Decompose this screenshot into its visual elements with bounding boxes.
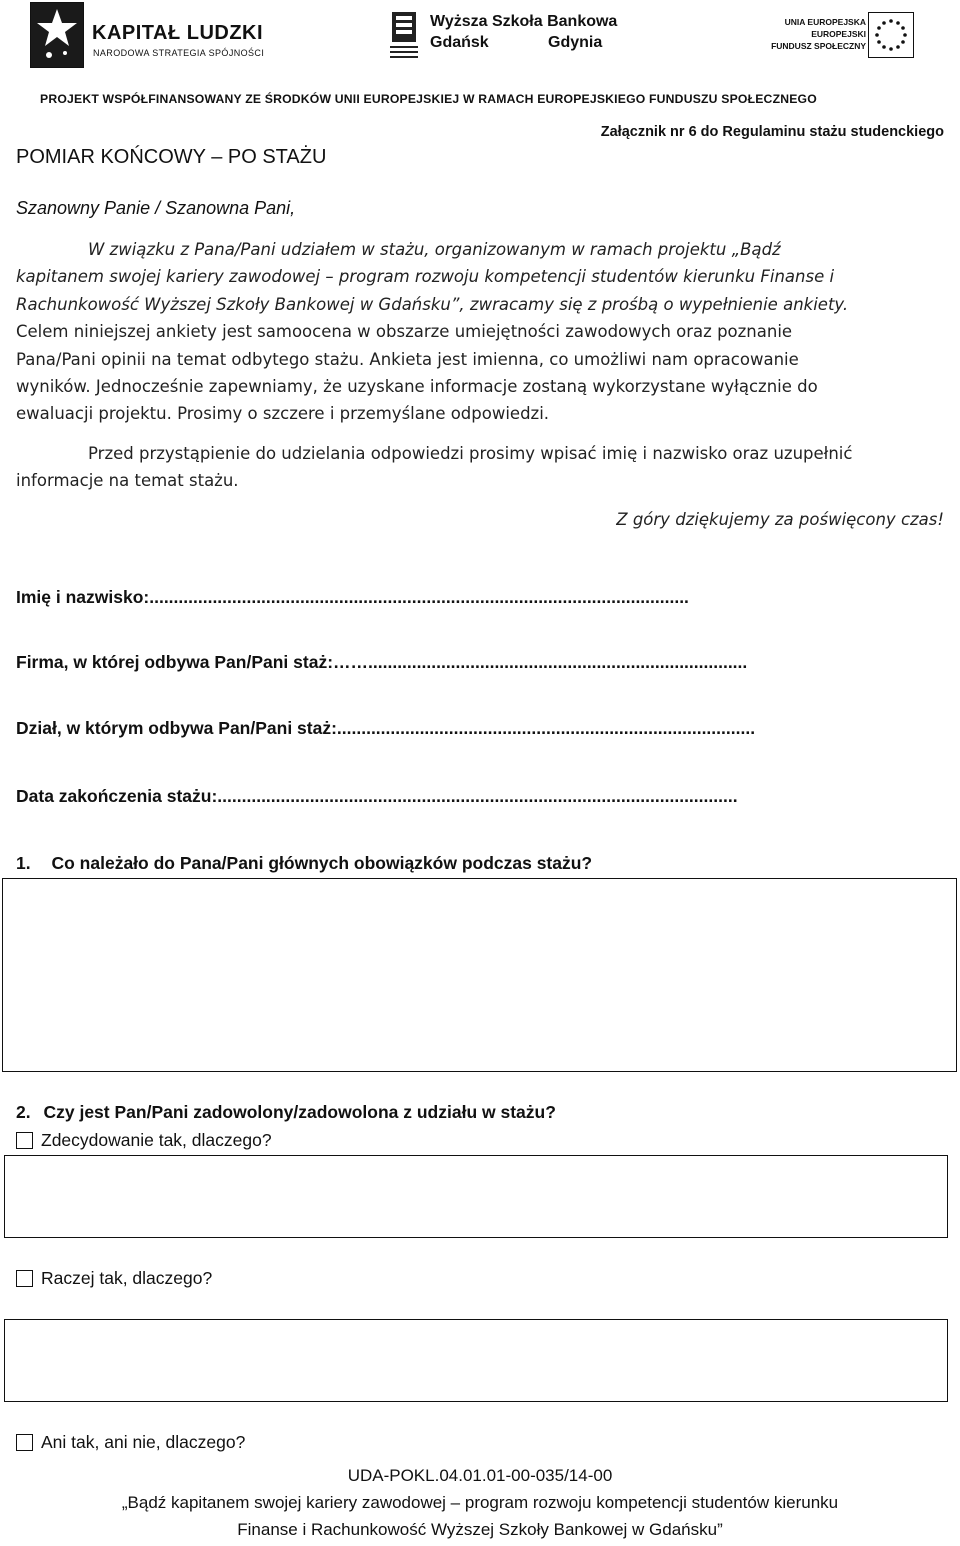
- instruction-paragraph: Przed przystąpienie do udzielania odpowiedzi prosimy wpisać imię i nazwisko oraz uzupełnić informacje na temat stażu.: [16, 444, 853, 491]
- end-date-field[interactable]: Data zakończenia stażu:...........................................................................................................: [16, 786, 738, 806]
- kapital-ludzki-emblem-icon: [30, 2, 84, 68]
- wsb-city-gdynia: Gdynia: [548, 34, 603, 51]
- wsb-logo: [388, 10, 628, 65]
- footer-project-name-line1: „Bądź kapitanem swojej kariery zawodowej – program rozwoju kompetencji studentów kierunku: [121, 1493, 839, 1512]
- checkbox-icon[interactable]: [16, 1132, 33, 1149]
- kapital-ludzki-logo: [30, 2, 270, 72]
- checkbox-icon[interactable]: [16, 1270, 33, 1287]
- greeting: Szanowny Panie / Szanowna Pani,: [16, 198, 296, 218]
- question-2-number: 2.: [16, 1102, 31, 1122]
- option-definitely-yes[interactable]: Zdecydowanie tak, dlaczego?: [16, 1130, 272, 1151]
- cofinancing-banner: PROJEKT WSPÓŁFINANSOWANY ZE ŚRODKÓW UNII EUROPEJSKIEJ W RAMACH EUROPEJSKIEGO FUNDUSZU SPOŁECZNEGO: [40, 92, 817, 106]
- wsb-emblem-icon: [388, 10, 420, 62]
- page-title: POMIAR KOŃCOWY – PO STAŻU: [16, 146, 327, 168]
- footer-project-name-line2: Finanse i Rachunkowość Wyższej Szkoły Bankowej w Gdańsku”: [237, 1520, 723, 1539]
- question-2-text: Czy jest Pan/Pani zadowolony/zadowolona z udziału w stażu?: [43, 1102, 556, 1122]
- option-neutral[interactable]: Ani tak, ani nie, dlaczego?: [16, 1432, 245, 1453]
- intro-paragraph: W związku z Pana/Pani udziałem w stażu, organizowanym w ramach projektu „Bądź kapitanem swojej kariery zawodowej – program rozwoju kompetencji studentów kierunku Finanse i Rachunkowość Wyższej Szkoły Bankowej w Gdańsku”, zwracamy się z prośbą o wypełnienie ankiety. Celem niniejszej ankiety jest samoocena w obszarze umiejętności zawodowych oraz poznanie Pana/Pani opinii na temat odbytego stażu. Ankieta jest imienna, co umożliwi nam opracowanie wyników. Jednocześnie zapewniamy, że uzyskane informacje zostaną wykorzystane wyłącznie do ewaluacji projektu. Prosimy o szczere i przemyślane odpowiedzi.: [16, 240, 849, 424]
- question-1-text: Co należało do Pana/Pani głównych obowiązków podczas stażu?: [51, 853, 593, 873]
- eu-text: UNIA EUROPEJSKA EUROPEJSKI FUNDUSZ SPOŁECZNY: [771, 17, 866, 51]
- question-2: [16, 1102, 556, 1123]
- attachment-label: Załącznik nr 6 do Regulaminu stażu studenckiego: [600, 124, 944, 140]
- eu-flag-icon: [868, 12, 914, 58]
- thanks-note: Z góry dziękujemy za poświęcony czas!: [616, 510, 944, 529]
- eu-logo: [748, 12, 918, 62]
- question-1-number: 1.: [16, 853, 31, 873]
- question-1-answer-box[interactable]: [2, 878, 957, 1072]
- option-definitely-yes-answer-box[interactable]: [4, 1155, 948, 1238]
- checkbox-icon[interactable]: [16, 1434, 33, 1451]
- question-1: [16, 853, 592, 874]
- option-rather-yes-answer-box[interactable]: [4, 1319, 948, 1402]
- kapital-ludzki-subtitle: NARODOWA STRATEGIA SPÓJNOŚCI: [93, 48, 265, 58]
- footer-project-code: UDA-POKL.04.01.01-00-035/14-00: [347, 1466, 613, 1485]
- wsb-city-gdansk: Gdańsk: [430, 34, 489, 51]
- wsb-name: Wyższa Szkoła Bankowa: [430, 13, 618, 30]
- kapital-ludzki-title: KAPITAŁ LUDZKI: [92, 22, 264, 44]
- department-field[interactable]: Dział, w którym odbywa Pan/Pani staż:......................................................................................: [16, 718, 756, 738]
- company-field[interactable]: Firma, w której odbywa Pan/Pani staż:……..............................................................................: [16, 652, 748, 672]
- name-field[interactable]: Imię i nazwisko:...............................................................................................................: [16, 587, 689, 607]
- option-rather-yes[interactable]: Raczej tak, dlaczego?: [16, 1268, 212, 1289]
